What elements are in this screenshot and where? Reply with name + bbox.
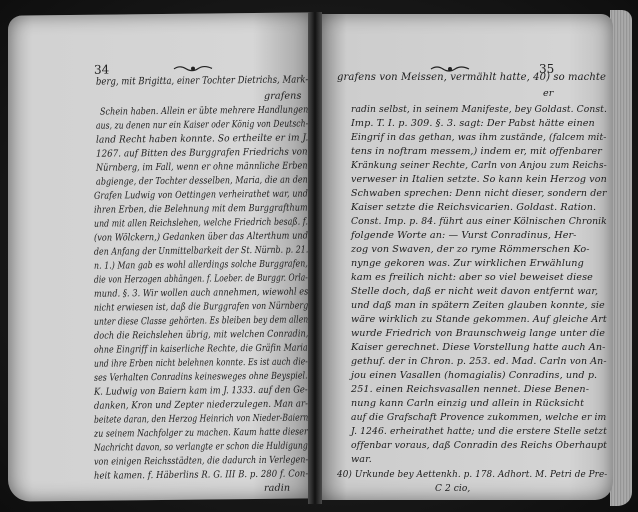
footnote-line: 40) Urkunde bey Aettenkh. p. 178. Adhort. M. Petri de Pre-	[337, 470, 608, 480]
right-page-number: 35	[539, 62, 555, 76]
left-page	[8, 12, 314, 501]
text-line: war.	[351, 454, 372, 465]
signature-catchword: C 2 cio,	[435, 484, 471, 494]
text-line: Eingrif in das gethan, was ihm zustände, (falcem mit-	[351, 132, 607, 143]
text-line: den Anfang der Unmittelbarkeit der St. Nürnb. p. 21.	[94, 244, 309, 258]
text-line: (von Wölckern,) Gedanken über das Alterthum und	[94, 230, 308, 244]
text-line: doch die Reichslehen übrig, mit welchen Conradin,	[94, 328, 309, 342]
text-line: Kränkung seiner Rechte, Carln von Anjou zum Reichs-	[351, 160, 607, 171]
text-line: Imp. T. I. p. 309. §. 3. sagt: Der Pabst hätte einen	[351, 118, 595, 129]
text-line: land Recht haben konnte. So ertheilte er im J.	[96, 132, 309, 146]
text-line: Schein haben. Allein er übte mehrere Handlungen	[100, 104, 309, 118]
page-edges	[610, 10, 632, 506]
text-line: die von Herzogen abhängen. f. Loeber. de Burggr. Orla-	[94, 272, 308, 286]
text-line: Stelle doch, daß er nicht weit davon entfernt war,	[351, 286, 599, 297]
right-page	[317, 14, 613, 500]
text-line: Const. Imp. p. 84. führt aus einer Kölnischen Chronik	[351, 216, 607, 227]
text-line: J. 1246. erheirathet hatte; und die erstere Stelle setzt	[351, 426, 607, 437]
text-line: gethuf. der in Chron. p. 253. ed. Mad. Carln von An-	[351, 356, 607, 367]
text-line: tens in noftram messem,) indem er, mit offenbarer	[351, 146, 602, 157]
text-line: jou einen Vasallen (homagialis) Conradins, und p.	[351, 370, 598, 381]
text-line: abgienge, der Tochter desselben, Maria, die an den	[96, 174, 308, 188]
text-line: n. 1.) Man gab es wohl allerdings solche Burggrafen,	[94, 258, 308, 272]
text-line: ses Verhalten Conradins keinesweges ohne Beyspiel.	[94, 370, 308, 384]
text-line: Nürnberg, im Fall, wenn er ohne männliche Erben	[96, 160, 308, 174]
text-line: von einigen Reichsstädten, die dadurch in Verlegen-	[94, 454, 309, 468]
text-line: offenbar voraus, daß Conradin des Reichs Oberhaupt	[351, 440, 607, 451]
text-line: und ihre Erben nicht belehnen konnte. Es ist auch die-	[94, 356, 308, 370]
text-line: ohne Eingriff in kaiserliche Rechte, die Gräfin Maria	[94, 342, 308, 356]
text-line: er	[543, 88, 554, 99]
text-line: berg, mit Brigitta, einer Tochter Dietrichs, Mark-	[96, 74, 309, 88]
book-gutter	[308, 12, 322, 504]
text-line: heit kamen. f. Häberlins R. G. III B. p. 280 f. Con-	[94, 468, 309, 482]
text-line: Grafen Ludwig von Oettingen verheirathet war, und	[94, 188, 308, 202]
text-line: aus, zu denen nur ein Kaiser oder König von Deutsch-	[96, 118, 309, 132]
text-line: nicht erwiesen ist, daß die Burggrafen von Nürnberg	[94, 300, 309, 314]
text-line: wäre wirklich zu Stande gekommen. Auf gleiche Art	[351, 314, 607, 325]
text-line: grafens von Meissen, vermählt hatte, 40) so machte	[337, 72, 607, 83]
text-line: Kaiser setzte die Reichsvicarien. Goldast. Ration.	[351, 202, 597, 213]
text-line: folgende Worte an: — Vurst Conradinus, Her-	[351, 230, 577, 241]
text-line: radin selbst, in seinem Manifeste, bey Goldast. Const.	[351, 104, 607, 115]
text-line: nung kann Carln einzig und allein in Rücksicht	[351, 398, 585, 409]
text-line: und mit allen Reichslehen, welche Friedrich besaß. f.	[94, 216, 309, 230]
text-line: K. Ludwig von Baiern kam im J. 1333. auf den Ge-	[94, 384, 308, 398]
catchword: radin	[264, 482, 291, 494]
text-line: danken, Kron und Zepter niederzulegen. Man ar-	[94, 398, 309, 412]
text-line: Nachricht davon, so verlangte er schon die Huldigung	[94, 440, 308, 454]
text-line: kam es freilich nicht: aber so viel beweiset diese	[351, 272, 593, 283]
text-line: 251. einen Reichsvasallen nennet. Diese Benen-	[351, 384, 590, 395]
text-line: nynge gekoren was. Zur wirklichen Erwählung	[351, 258, 584, 269]
text-line: Schwaben sprechen: Denn nicht dieser, sondern der	[351, 188, 607, 199]
text-line: auf die Grafschaft Provence zukommen, welche er im	[351, 412, 607, 423]
text-line: grafens	[264, 90, 302, 102]
left-page-number: 34	[94, 62, 110, 77]
text-line: unter diese Classe gehörten. Es bleiben bey dem allen	[94, 314, 309, 328]
ornament-icon	[172, 63, 214, 73]
text-line: zog von Swaven, der zo ryme Römmerschen Ko-	[351, 244, 590, 255]
text-line: zu seinem Nachfolger zu machen. Kaum hatte dieser	[94, 426, 308, 440]
text-line: Kaiser gerechnet. Diese Vorstellung hatte auch An-	[351, 342, 606, 353]
text-line: und daß man in spätern Zeiten glauben konnte, sie	[351, 300, 605, 311]
text-line: 1267. auf Bitten des Burggrafen Friedrichs von	[96, 146, 308, 160]
text-line: beitete daran, den Herzog Heinrich von Nieder-Baiern	[94, 412, 309, 426]
text-line: wurde Friedrich von Braunschweig lange unter die	[351, 328, 606, 339]
text-line: verweser in Italien setzte. So kann kein Herzog von	[351, 174, 607, 185]
text-line: mund. §. 3. Wir wollen auch annehmen, wiewohl es	[94, 286, 309, 300]
text-line: ihren Erben, die Belehnung mit dem Burggrafthum	[94, 202, 308, 216]
